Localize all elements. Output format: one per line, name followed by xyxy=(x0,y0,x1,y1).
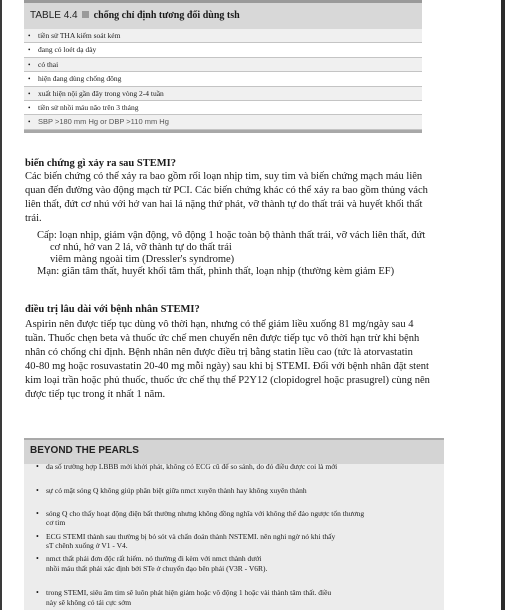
table-cell: đang có loét dạ dày xyxy=(38,45,97,55)
table-row xyxy=(24,87,422,101)
item-text: cơ tim xyxy=(46,518,66,527)
acute-complications: Cấp: loạn nhịp, giảm vận động, vô động 1 hoặc toàn bộ thành thất trái, vỡ vách liên thất, đứt xyxy=(37,230,426,241)
text-line: quan đến đường vào động mạch từ PCI. Các biến chứng khác có thể xảy ra bao gồm thủng vách xyxy=(25,185,428,196)
table-header xyxy=(24,0,422,29)
bullet-icon: • xyxy=(28,32,31,40)
item-text: ECG STEMI thành sau thường bị bỏ sót và chẩn đoán thành NSTEMI. nên nghi ngờ nó khi thấy xyxy=(46,532,336,541)
table-body xyxy=(24,29,422,130)
table-cell: có thai xyxy=(38,59,59,69)
text-line: Các biến chứng có thể xảy ra bao gồm rối loạn nhịp tim, suy tim và biến chứng mạch máu liên xyxy=(25,171,423,182)
chronic-complications: Mạn: giãn tâm thất, huyết khối tâm thất, phình thất, loạn nhịp (thường kèm giảm EF) xyxy=(37,266,395,277)
bullet-icon: • xyxy=(28,89,31,98)
acute-complications-cont2: viêm màng ngoài tim (Dressler's syndrome) xyxy=(50,254,235,265)
table-row xyxy=(24,58,422,72)
beyond-the-pearls-box xyxy=(24,438,444,610)
square-icon xyxy=(82,11,89,18)
bullet-icon: • xyxy=(36,532,39,541)
text-line: trái. xyxy=(25,213,42,224)
right-border xyxy=(501,0,505,610)
bullet-icon: • xyxy=(36,509,39,518)
table-row xyxy=(24,101,422,115)
bullet-icon: • xyxy=(36,462,39,471)
table-cell: hiện đang dùng chống đông xyxy=(38,74,122,84)
table-row xyxy=(24,72,422,86)
text-line: liên thất, đứt cơ nhú với hở van hai lá nặng thứ phát, vỡ thành tự do thất trái và huyết khối thất xyxy=(25,199,423,210)
item-text: này sẽ không có tái cực sớm xyxy=(46,598,132,607)
item-text: sự có mặt sóng Q không giúp phân biệt giữa nmct xuyên thành hay không xuyên thành xyxy=(46,486,307,495)
text-line: Aspirin nên được tiếp tục dùng vô thời hạn, nhưng có thể giảm liều xuống 81 mg/ngày sau 4 xyxy=(25,319,414,330)
table-bottom-rule xyxy=(24,130,422,133)
bullet-icon: • xyxy=(28,75,31,84)
paragraph xyxy=(25,170,428,226)
paragraph xyxy=(25,318,430,402)
table-row xyxy=(24,43,422,57)
text-line: 40-80 mg hoặc rosuvastatin 20-40 mg mỗi ngày) sau khi bị STEMI. Đối với bệnh nhân đặt stent xyxy=(25,361,429,372)
bullet-icon: • xyxy=(28,118,31,127)
bullet-icon: • xyxy=(36,486,39,495)
acute-complications-cont: cơ nhú, hở van 2 lá, vỡ thành tự do thất trái xyxy=(50,242,232,253)
table-cell: SBP >180 mm Hg or DBP >110 mm Hg xyxy=(38,117,169,127)
item-text: trong STEMI, siêu âm tim sẽ luôn phát hiện giảm hoặc vô động 1 hoặc vài thành tâm thất. điều xyxy=(46,588,332,597)
item-text: nhồi máu thất phải xác định bởi STe ở chuyển đạo bên phải (V3R - V6R). xyxy=(46,564,268,573)
left-border xyxy=(0,0,2,610)
table-title: chống chỉ định tương đối dùng tsh xyxy=(93,10,240,21)
table-cell: xuất hiện nội gần đây trong vòng 2-4 tuần xyxy=(38,88,164,98)
item-text: sT chênh xuống ở V1 - V4. xyxy=(46,541,128,550)
table-number: TABLE 4.4 xyxy=(30,10,78,21)
item-text: da số trường hợp LBBB mới khởi phát, không có ECG cũ để so sánh, do đó điều được coi là mới xyxy=(46,462,338,471)
text-line: nhân có chống chỉ định. Bệnh nhân nên được điều trị bằng statin liều cao (tức là atorvastatin xyxy=(25,347,413,358)
item-text: nmct thất phải đơn độc rất hiếm. nó thường đi kèm với nmct thành dưới xyxy=(46,554,262,563)
pearls-heading: BEYOND THE PEARLS xyxy=(24,438,444,464)
bullet-icon: • xyxy=(36,588,39,597)
question-heading: điều trị lâu dài với bệnh nhân STEMI? xyxy=(25,304,200,315)
table-row xyxy=(24,115,422,129)
text-line: kim loại trần hoặc phủ thuốc, thuốc ức chế thụ thể P2Y12 (clopidogrel hoặc prasugrel) cùng nên xyxy=(25,375,430,386)
text-line: tuần. Thuốc chẹn beta và thuốc ức chế men chuyển nên được tiếp tục vô thời hạn trừ khi bệnh xyxy=(25,333,420,344)
table-cell: tiền sử nhồi máu não trên 3 tháng xyxy=(38,102,139,112)
text-line: được tiếp tục trong ít nhất 1 năm. xyxy=(25,389,166,400)
bullet-icon: • xyxy=(28,103,31,112)
question-heading: biến chứng gì xảy ra sau STEMI? xyxy=(25,158,176,169)
table-row xyxy=(24,29,422,43)
contraindication-table xyxy=(24,0,422,133)
bullet-icon: • xyxy=(28,46,31,55)
table-cell: tiền sử THA kiểm soát kém xyxy=(38,31,121,40)
bullet-icon: • xyxy=(28,60,31,69)
bullet-icon: • xyxy=(36,554,39,563)
item-text: sóng Q cho thấy hoạt động điện bất thường nhưng không đồng nghĩa với không thể đảo ngược tổn thương xyxy=(46,509,365,518)
